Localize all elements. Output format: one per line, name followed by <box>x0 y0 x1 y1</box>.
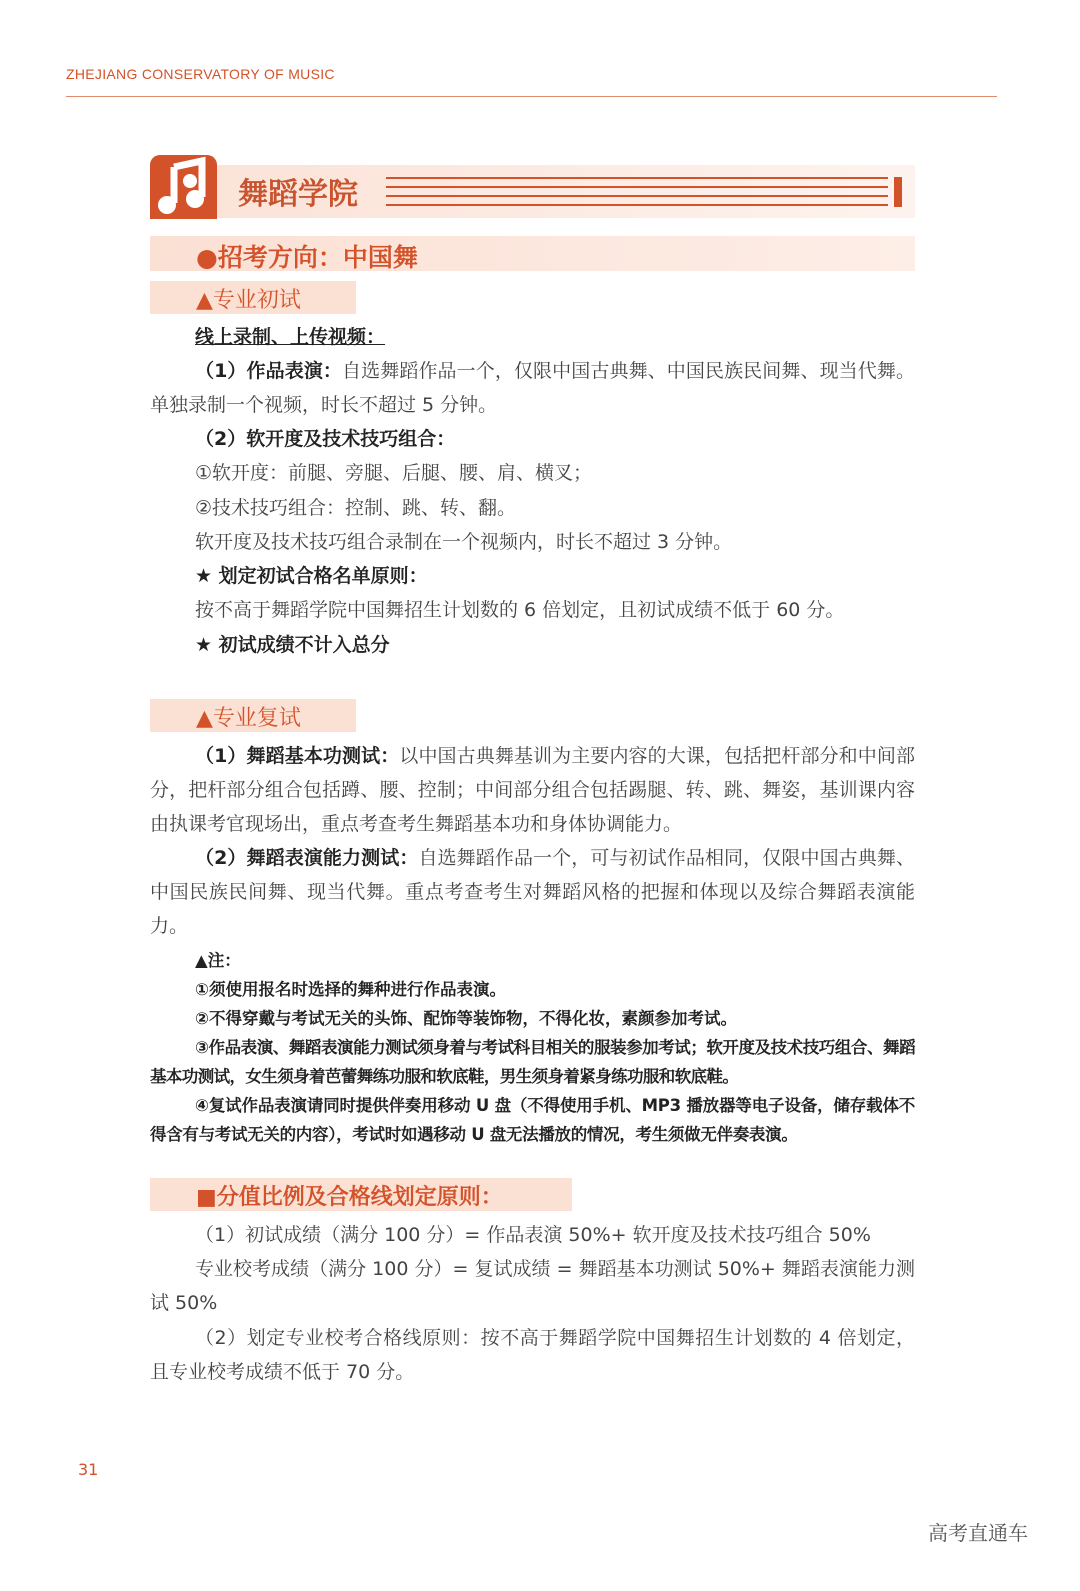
note-item: ③作品表演、舞蹈表演能力测试须身着与考试科目相关的服装参加考试；软开度及技术技巧组合、舞蹈基本功测试，女生须身着芭蕾舞练功服和软底鞋，男生须身着紧身练功服和软底鞋。 <box>150 1038 915 1086</box>
retest-band <box>150 699 356 732</box>
note-item: ①须使用报名时选择的舞种进行作品表演。 <box>195 980 506 999</box>
department-title: 舞蹈学院 <box>238 177 358 212</box>
prelim-item2-b: ②技术技巧组合：控制、跳、转、翻。 <box>195 497 517 519</box>
prelim-band <box>150 281 356 314</box>
prelim-item2-c: 软开度及技术技巧组合录制在一个视频内，时长不超过 3 分钟。 <box>195 531 733 553</box>
prelim-item2-label: （2）软开度及技术技巧组合： <box>195 428 456 450</box>
staff-lines-decoration <box>386 177 888 207</box>
prelim-heading: ▲专业初试 <box>196 288 301 313</box>
notes-label: ▲注： <box>195 951 241 970</box>
prelim-rule-text: 按不高于舞蹈学院中国舞招生计划数的 6 倍划定，且初试成绩不低于 60 分。 <box>195 599 845 621</box>
direction-band <box>150 236 915 271</box>
retest-item1: （1）舞蹈基本功测试：以中国古典舞基训为主要内容的大课，包括把杆部分和中间部分，把杆部分组合包括蹲、腰、控制；中间部分组合包括踢腿、转、跳、舞姿，基训课内容由执课考官现场出，重点考查考生舞蹈基本功和身体协调能力。 <box>150 745 915 835</box>
scoring-band <box>150 1178 572 1211</box>
note-item: ④复试作品表演请同时提供伴奏用移动 U 盘（不得使用手机、MP3 播放器等电子设备，储存载体不得含有与考试无关的内容），考试时如遇移动 U 盘无法播放的情况，考生须做无伴奏表演。 <box>150 1096 915 1144</box>
prelim-item2-a: ①软开度：前腿、旁腿、后腿、腰、肩、横叉； <box>195 462 593 484</box>
prelim-rule-label: ★ 划定初试合格名单原则： <box>195 565 428 587</box>
prelim-subtitle: 线上录制、上传视频： <box>195 326 386 348</box>
note-item: ②不得穿戴与考试无关的头饰、配饰等装饰物，不得化妆，素颜参加考试。 <box>195 1009 737 1028</box>
direction-heading: ●招考方向：中国舞 <box>196 243 418 272</box>
scoring-p2: 专业校考成绩（满分 100 分）= 复试成绩 = 舞蹈基本功测试 50%+ 舞蹈表演能力测试 50% <box>150 1258 915 1314</box>
section-banner <box>150 155 915 219</box>
scoring-p1: （1）初试成绩（满分 100 分）= 作品表演 50%+ 软开度及技术技巧组合 50% <box>195 1224 871 1246</box>
prelim-item1: （1）作品表演：自选舞蹈作品一个，仅限中国古典舞、中国民族民间舞、现当代舞。单独录制一个视频，时长不超过 5 分钟。 <box>150 360 915 416</box>
staff-bar-decoration <box>894 177 902 207</box>
scoring-p3: （2）划定专业校考合格线原则：按不高于舞蹈学院中国舞招生计划数的 4 倍划定，且专业校考成绩不低于 70 分。 <box>150 1327 915 1383</box>
prelim-note: ★ 初试成绩不计入总分 <box>195 634 390 656</box>
page-number: 31 <box>78 1460 99 1479</box>
header-divider <box>66 96 997 97</box>
running-header: ZHEJIANG CONSERVATORY OF MUSIC <box>66 66 335 82</box>
retest-item2: （2）舞蹈表演能力测试：自选舞蹈作品一个，可与初试作品相同，仅限中国古典舞、中国民族民间舞、现当代舞。重点考查考生对舞蹈风格的把握和体现以及综合舞蹈表演能力。 <box>150 847 915 937</box>
music-note-icon <box>150 155 217 219</box>
watermark: 高考直通车 <box>928 1521 1028 1545</box>
scoring-heading: ■分值比例及合格线划定原则： <box>196 1185 503 1210</box>
retest-heading: ▲专业复试 <box>196 706 301 731</box>
